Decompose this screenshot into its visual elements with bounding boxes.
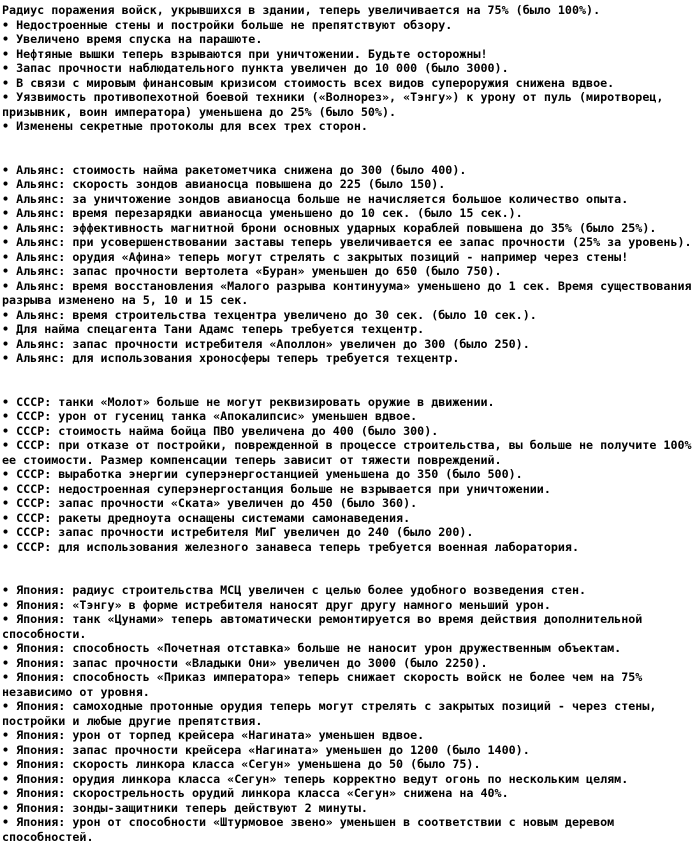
patch-note-text: Япония: запас прочности «Владыки Они» увеличен до 3000 (было 2250). [16,655,488,670]
bullet-icon: • [2,815,17,829]
bullet-icon: • [2,786,17,800]
bullet-icon: • [2,423,17,438]
patch-note-item [2,482,696,497]
patch-note-text: Запас прочности наблюдательного пункта увеличен до 10 000 (было 3000). [16,61,509,75]
patch-note-item [2,801,696,816]
patch-note-text: Для найма спецагента Тани Адамс теперь требуется техцентр. [16,322,425,336]
bullet-icon: • [2,119,17,133]
patch-note-item [2,424,696,439]
patch-note-text: Япония: способность «Приказ императора» теперь снижает скорость войск не более чем на 75% независимо от уровня. [2,670,643,699]
patch-note-text: СССР: при отказе от постройки, поврежденной в процессе строительства, вы больше не получите 100% ее стоимости. Размер компенсации теперь зависит от тяжести повреждений. [2,438,692,467]
bullet-icon: • [2,249,17,264]
patch-note-continuation-line: Радиус поражения войск, укрывшихся в здании, теперь увеличивается на 75% (было 100%). [2,3,601,17]
patch-note-text: Япония: танк «Цунами» теперь автоматически ремонтируется во время действия дополнительной способности. [2,612,643,641]
patch-note-text: Альянс: скорость зондов авианосца повышена до 225 (было 150). [16,177,446,191]
patch-note-text: СССР: запас прочности истребителя МиГ увеличен до 240 (было 200). [16,525,474,539]
patch-note-item [2,61,696,76]
bullet-icon: • [2,467,17,481]
patch-note-item [2,119,696,134]
patch-note-text: СССР: запас прочности «Ската» увеличен до 450 (было 360). [16,496,418,510]
patch-note-text: Япония: урон от способности «Штурмовое звено» уменьшен в соответствии с новым деревом способностей. [2,815,615,844]
bullet-icon: • [2,336,17,351]
patch-note-item [2,76,696,91]
bullet-icon: • [2,670,17,684]
patch-note-text: Альянс: запас прочности вертолета «Буран» уменьшен до 650 (было 750). [16,264,502,278]
patch-note-item [2,511,696,526]
patch-note-item [2,18,696,33]
bullet-icon: • [2,539,17,554]
patch-note-text: Япония: радиус строительства МСЦ увеличен с целью более удобного возведения стен. [16,583,587,597]
bullet-icon: • [2,699,17,713]
bullet-icon: • [2,612,17,626]
bullet-icon: • [2,177,17,191]
patch-note-text: Япония: самоходные протонные орудия теперь могут стрелять с закрытых позиций - через стены, постройки и любые другие препятствия. [2,699,657,728]
patch-note-text: СССР: стоимость найма бойца ПВО увеличена до 400 (было 300). [16,423,439,438]
patch-note-item [2,235,696,250]
bullet-icon: • [2,46,17,61]
bullet-icon: • [2,17,17,32]
bullet-icon: • [2,597,17,612]
bullet-icon: • [2,525,17,539]
bullet-icon: • [2,235,17,249]
patch-note-text: Альянс: запас прочности истребителя «Аполлон» увеличен до 300 (было 250). [16,336,530,351]
bullet-icon: • [2,191,17,206]
bullet-icon: • [2,322,17,336]
patch-note-text: Альянс: время перезарядки авианосца уменьшено до 10 сек. (было 15 сек.). [16,206,523,220]
patch-note-item [2,540,696,555]
patch-note-text: Япония: способность «Почетная отставка» больше не наносит урон дружественным объектам. [16,641,622,655]
patch-note-text: Альянс: эффективность магнитной брони основных ударных кораблей повышена до 35% (было 25%). [16,220,657,235]
patch-note-text: Альянс: для использования хроносферы теперь требуется техцентр. [16,351,460,365]
patch-note-item [2,815,696,844]
patch-note-item [2,525,696,540]
patch-note-item [2,757,696,772]
patch-note-item [2,656,696,671]
patch-note-item [2,322,696,337]
patch-note-item [2,163,696,178]
patch-note-text: Изменены секретные протоколы для всех трех сторон. [16,119,368,133]
patch-note-item [2,641,696,656]
patch-note-text: Альянс: за уничтожение зондов авианосца больше не начисляется большое количество опыта. [16,191,629,206]
patch-note-item [2,264,696,279]
patch-notes-section-ussr [2,395,696,555]
bullet-icon: • [2,510,17,525]
bullet-icon: • [2,771,17,786]
bullet-icon: • [2,655,17,670]
bullet-icon: • [2,728,17,742]
patch-note-text: Япония: урон от торпед крейсера «Нагината» уменьшен вдвое. [16,728,425,742]
patch-note-item [2,496,696,511]
patch-note-text: СССР: танки «Молот» больше не могут реквизировать оружие в движении. [16,394,495,409]
patch-note-text: Альянс: время восстановления «Малого разрыва континуума» уменьшено до 1 сек. Время существования разрыва изменено на 5, 10 и 15 сек. [2,278,692,307]
patch-note-item [2,699,696,728]
patch-note-text: Альянс: стоимость найма ракетометчика снижена до 300 (было 400). [16,162,467,177]
patch-note-text: Альянс: время строительства техцентра увеличено до 30 сек. (было 10 сек.). [16,307,537,322]
patch-note-text: Уязвимость противопехотной боевой техники («Волнорез», «Тэнгу») к урону от пуль (миротворец, призывник, воин императора) уменьшена до 25% (было 50%). [2,90,664,119]
patch-note-item [2,772,696,787]
bullet-icon: • [2,583,17,597]
patch-note-item [2,583,696,598]
patch-note-item [2,743,696,758]
patch-note-text: Япония: запас прочности крейсера «Нагината» уменьшен до 1200 (было 1400). [16,742,530,757]
patch-note-item [2,308,696,323]
bullet-icon: • [2,757,17,771]
patch-note-text: Альянс: орудия «Афина» теперь могут стрелять с закрытых позиций - например через стены! [16,249,629,264]
patch-note-text: СССР: для использования железного занавеса теперь требуется военная лаборатория. [16,539,579,554]
bullet-icon: • [2,351,17,365]
patch-note-text: Япония: скорострельность орудий линкора класса «Сегун» снижена на 40%. [16,786,509,800]
patch-note-item [2,279,696,308]
bullet-icon: • [2,409,17,423]
patch-note-text: Япония: скорость линкора класса «Сегун» уменьшена до 50 (было 75). [16,757,481,771]
patch-note-item [2,250,696,265]
patch-note-text: Увеличено время спуска на парашюте. [16,32,263,46]
bullet-icon: • [2,481,17,496]
patch-note-item [2,612,696,641]
patch-note-item [2,395,696,410]
bullet-icon: • [2,278,17,293]
bullet-icon: • [2,162,17,177]
patch-note-text: Япония: зонды-защитники теперь действуют 2 минуты. [16,800,368,815]
bullet-icon: • [2,264,17,278]
patch-note-item [2,206,696,221]
bullet-icon: • [2,800,17,815]
patch-note-item [2,728,696,743]
bullet-icon: • [2,75,17,90]
patch-note-item [2,337,696,352]
patch-note-item [2,90,696,119]
bullet-icon: • [2,641,17,655]
bullet-icon: • [2,438,17,452]
patch-note-text: СССР: выработка энергии суперэнергостанцией уменьшена до 350 (было 500). [16,467,523,481]
patch-note-item [2,670,696,699]
patch-notes-sections [2,18,696,845]
patch-note-text: СССР: недостроенная суперэнергостанция больше не взрывается при уничтожении. [16,481,551,496]
patch-note-item [2,598,696,613]
bullet-icon: • [2,220,17,235]
patch-notes-section-alliance [2,163,696,366]
patch-note-item [2,351,696,366]
bullet-icon: • [2,307,17,322]
patch-note-item [2,177,696,192]
patch-note-item [2,192,696,207]
patch-note-text: Нефтяные вышки теперь взрываются при уничтожении. Будьте осторожны! [16,46,488,61]
patch-note-item [2,786,696,801]
bullet-icon: • [2,206,17,220]
patch-note-text: Япония: орудия линкора класса «Сегун» теперь корректно ведут огонь по нескольким целям. [16,771,629,786]
patch-notes-section-general [2,18,696,134]
patch-note-text: Альянс: при усовершенствовании заставы теперь увеличивается ее запас прочности (25% за уровень). [16,235,692,249]
patch-note-item [2,438,696,467]
patch-note-text: СССР: урон от гусениц танка «Апокалипсис» уменьшен вдвое. [16,409,418,423]
patch-note-item [2,221,696,236]
bullet-icon: • [2,61,17,75]
patch-note-text: В связи с мировым финансовым кризисом стоимость всех видов супероружия снижена вдвое. [16,75,615,90]
patch-note-item [2,467,696,482]
patch-notes-section-japan [2,583,696,844]
patch-note-text: Недостроенные стены и постройки больше не препятствуют обзору. [16,17,453,32]
bullet-icon: • [2,742,17,757]
patch-note-item [2,409,696,424]
bullet-icon: • [2,496,17,510]
patch-note-item [2,47,696,62]
patch-note-text: Япония: «Тэнгу» в форме истребителя наносят друг другу намного меньший урон. [16,597,551,612]
patch-note-text: СССР: ракеты дредноута оснащены системами самонаведения. [16,510,411,525]
bullet-icon: • [2,394,17,409]
patch-note-item [2,32,696,47]
bullet-icon: • [2,32,17,46]
bullet-icon: • [2,90,17,104]
